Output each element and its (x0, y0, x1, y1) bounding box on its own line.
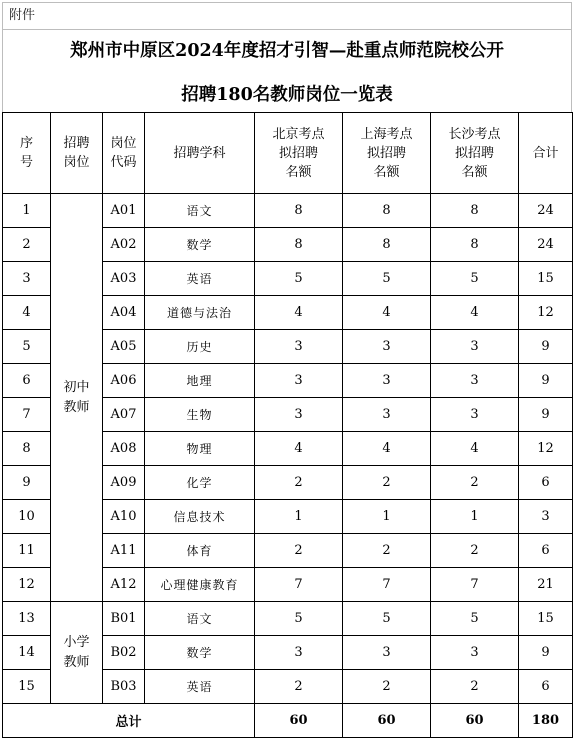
code-cell: A02 (103, 228, 145, 262)
shanghai-cell: 5 (343, 262, 431, 296)
total-cell: 15 (519, 602, 573, 636)
total-cell: 6 (519, 670, 573, 704)
total-cell: 12 (519, 432, 573, 466)
header-total: 合计 (519, 113, 573, 194)
code-cell: B02 (103, 636, 145, 670)
subject-cell: 心理健康教育 (145, 568, 255, 602)
total-cell: 6 (519, 534, 573, 568)
changsha-cell: 1 (431, 500, 519, 534)
code-cell: A08 (103, 432, 145, 466)
subject-cell: 数学 (145, 636, 255, 670)
beijing-cell: 8 (255, 228, 343, 262)
changsha-cell: 7 (431, 568, 519, 602)
table-row (3, 602, 573, 636)
beijing-cell: 8 (255, 194, 343, 228)
group-label-line: 教师 (63, 399, 90, 415)
beijing-cell: 5 (255, 262, 343, 296)
subject-cell: 英语 (145, 670, 255, 704)
code-cell: A05 (103, 330, 145, 364)
seq-cell: 7 (3, 398, 51, 432)
seq-cell: 9 (3, 466, 51, 500)
changsha-cell: 3 (431, 364, 519, 398)
seq-cell: 3 (3, 262, 51, 296)
document-title (2, 30, 572, 112)
shanghai-cell: 5 (343, 602, 431, 636)
table-row (3, 194, 573, 228)
subject-cell: 体育 (145, 534, 255, 568)
changsha-cell: 8 (431, 194, 519, 228)
changsha-cell: 2 (431, 534, 519, 568)
changsha-cell: 3 (431, 636, 519, 670)
code-cell: A03 (103, 262, 145, 296)
shanghai-cell: 4 (343, 432, 431, 466)
total-cell: 3 (519, 500, 573, 534)
shanghai-cell: 3 (343, 398, 431, 432)
title-line-1: 郑州市中原区2024年度招才引智—赴重点师范院校公开 (70, 41, 504, 61)
total-cell: 21 (519, 568, 573, 602)
total-cell: 6 (519, 466, 573, 500)
totals-row (3, 704, 573, 738)
total-cell: 9 (519, 398, 573, 432)
total-cell: 15 (519, 262, 573, 296)
beijing-cell: 2 (255, 466, 343, 500)
beijing-cell: 7 (255, 568, 343, 602)
beijing-cell: 5 (255, 602, 343, 636)
code-cell: B03 (103, 670, 145, 704)
beijing-cell: 4 (255, 296, 343, 330)
shanghai-cell: 4 (343, 296, 431, 330)
attachment-label: 附件 (2, 2, 572, 30)
changsha-cell: 2 (431, 670, 519, 704)
changsha-cell: 8 (431, 228, 519, 262)
total-cell: 12 (519, 296, 573, 330)
group-cell-middle (51, 194, 103, 602)
shanghai-cell: 2 (343, 670, 431, 704)
subject-cell: 数学 (145, 228, 255, 262)
totals-grand: 180 (519, 704, 573, 738)
code-cell: A09 (103, 466, 145, 500)
seq-cell: 2 (3, 228, 51, 262)
beijing-cell: 2 (255, 670, 343, 704)
beijing-cell: 2 (255, 534, 343, 568)
seq-cell: 12 (3, 568, 51, 602)
changsha-cell: 4 (431, 296, 519, 330)
group-label-line: 初中 (63, 379, 90, 395)
code-cell: A10 (103, 500, 145, 534)
header-row (3, 113, 573, 194)
subject-cell: 生物 (145, 398, 255, 432)
title-line-2: 招聘180名教师岗位一览表 (181, 85, 393, 105)
beijing-cell: 3 (255, 330, 343, 364)
header-subject: 招聘学科 (145, 113, 255, 194)
header-changsha: 长沙考点 拟招聘 名额 (431, 113, 519, 194)
header-code: 岗位 代码 (103, 113, 145, 194)
code-cell: B01 (103, 602, 145, 636)
shanghai-cell: 1 (343, 500, 431, 534)
subject-cell: 语文 (145, 194, 255, 228)
seq-cell: 8 (3, 432, 51, 466)
code-cell: A04 (103, 296, 145, 330)
seq-cell: 10 (3, 500, 51, 534)
beijing-cell: 4 (255, 432, 343, 466)
changsha-cell: 5 (431, 602, 519, 636)
shanghai-cell: 8 (343, 194, 431, 228)
subject-cell: 语文 (145, 602, 255, 636)
group-label-line: 小学 (63, 634, 90, 650)
subject-cell: 地理 (145, 364, 255, 398)
total-cell: 24 (519, 194, 573, 228)
code-cell: A01 (103, 194, 145, 228)
code-cell: A07 (103, 398, 145, 432)
changsha-cell: 3 (431, 330, 519, 364)
seq-cell: 14 (3, 636, 51, 670)
shanghai-cell: 3 (343, 330, 431, 364)
beijing-cell: 1 (255, 500, 343, 534)
header-beijing: 北京考点 拟招聘 名额 (255, 113, 343, 194)
shanghai-cell: 2 (343, 466, 431, 500)
seq-cell: 11 (3, 534, 51, 568)
shanghai-cell: 7 (343, 568, 431, 602)
code-cell: A06 (103, 364, 145, 398)
seq-cell: 1 (3, 194, 51, 228)
shanghai-cell: 3 (343, 636, 431, 670)
recruitment-table (2, 112, 573, 738)
seq-cell: 15 (3, 670, 51, 704)
subject-cell: 物理 (145, 432, 255, 466)
totals-changsha: 60 (431, 704, 519, 738)
seq-cell: 13 (3, 602, 51, 636)
total-cell: 24 (519, 228, 573, 262)
header-post: 招聘 岗位 (51, 113, 103, 194)
total-cell: 9 (519, 636, 573, 670)
changsha-cell: 5 (431, 262, 519, 296)
changsha-cell: 3 (431, 398, 519, 432)
seq-cell: 6 (3, 364, 51, 398)
changsha-cell: 2 (431, 466, 519, 500)
total-cell: 9 (519, 364, 573, 398)
seq-cell: 4 (3, 296, 51, 330)
group-cell-primary (51, 602, 103, 704)
code-cell: A12 (103, 568, 145, 602)
beijing-cell: 3 (255, 636, 343, 670)
seq-cell: 5 (3, 330, 51, 364)
group-label-line: 教师 (63, 654, 90, 670)
subject-cell: 化学 (145, 466, 255, 500)
beijing-cell: 3 (255, 364, 343, 398)
subject-cell: 历史 (145, 330, 255, 364)
header-shanghai: 上海考点 拟招聘 名额 (343, 113, 431, 194)
totals-beijing: 60 (255, 704, 343, 738)
shanghai-cell: 3 (343, 364, 431, 398)
total-cell: 9 (519, 330, 573, 364)
shanghai-cell: 2 (343, 534, 431, 568)
beijing-cell: 3 (255, 398, 343, 432)
header-seq: 序 号 (3, 113, 51, 194)
shanghai-cell: 8 (343, 228, 431, 262)
subject-cell: 信息技术 (145, 500, 255, 534)
totals-label: 总计 (3, 704, 255, 738)
code-cell: A11 (103, 534, 145, 568)
changsha-cell: 4 (431, 432, 519, 466)
subject-cell: 英语 (145, 262, 255, 296)
subject-cell: 道德与法治 (145, 296, 255, 330)
totals-shanghai: 60 (343, 704, 431, 738)
